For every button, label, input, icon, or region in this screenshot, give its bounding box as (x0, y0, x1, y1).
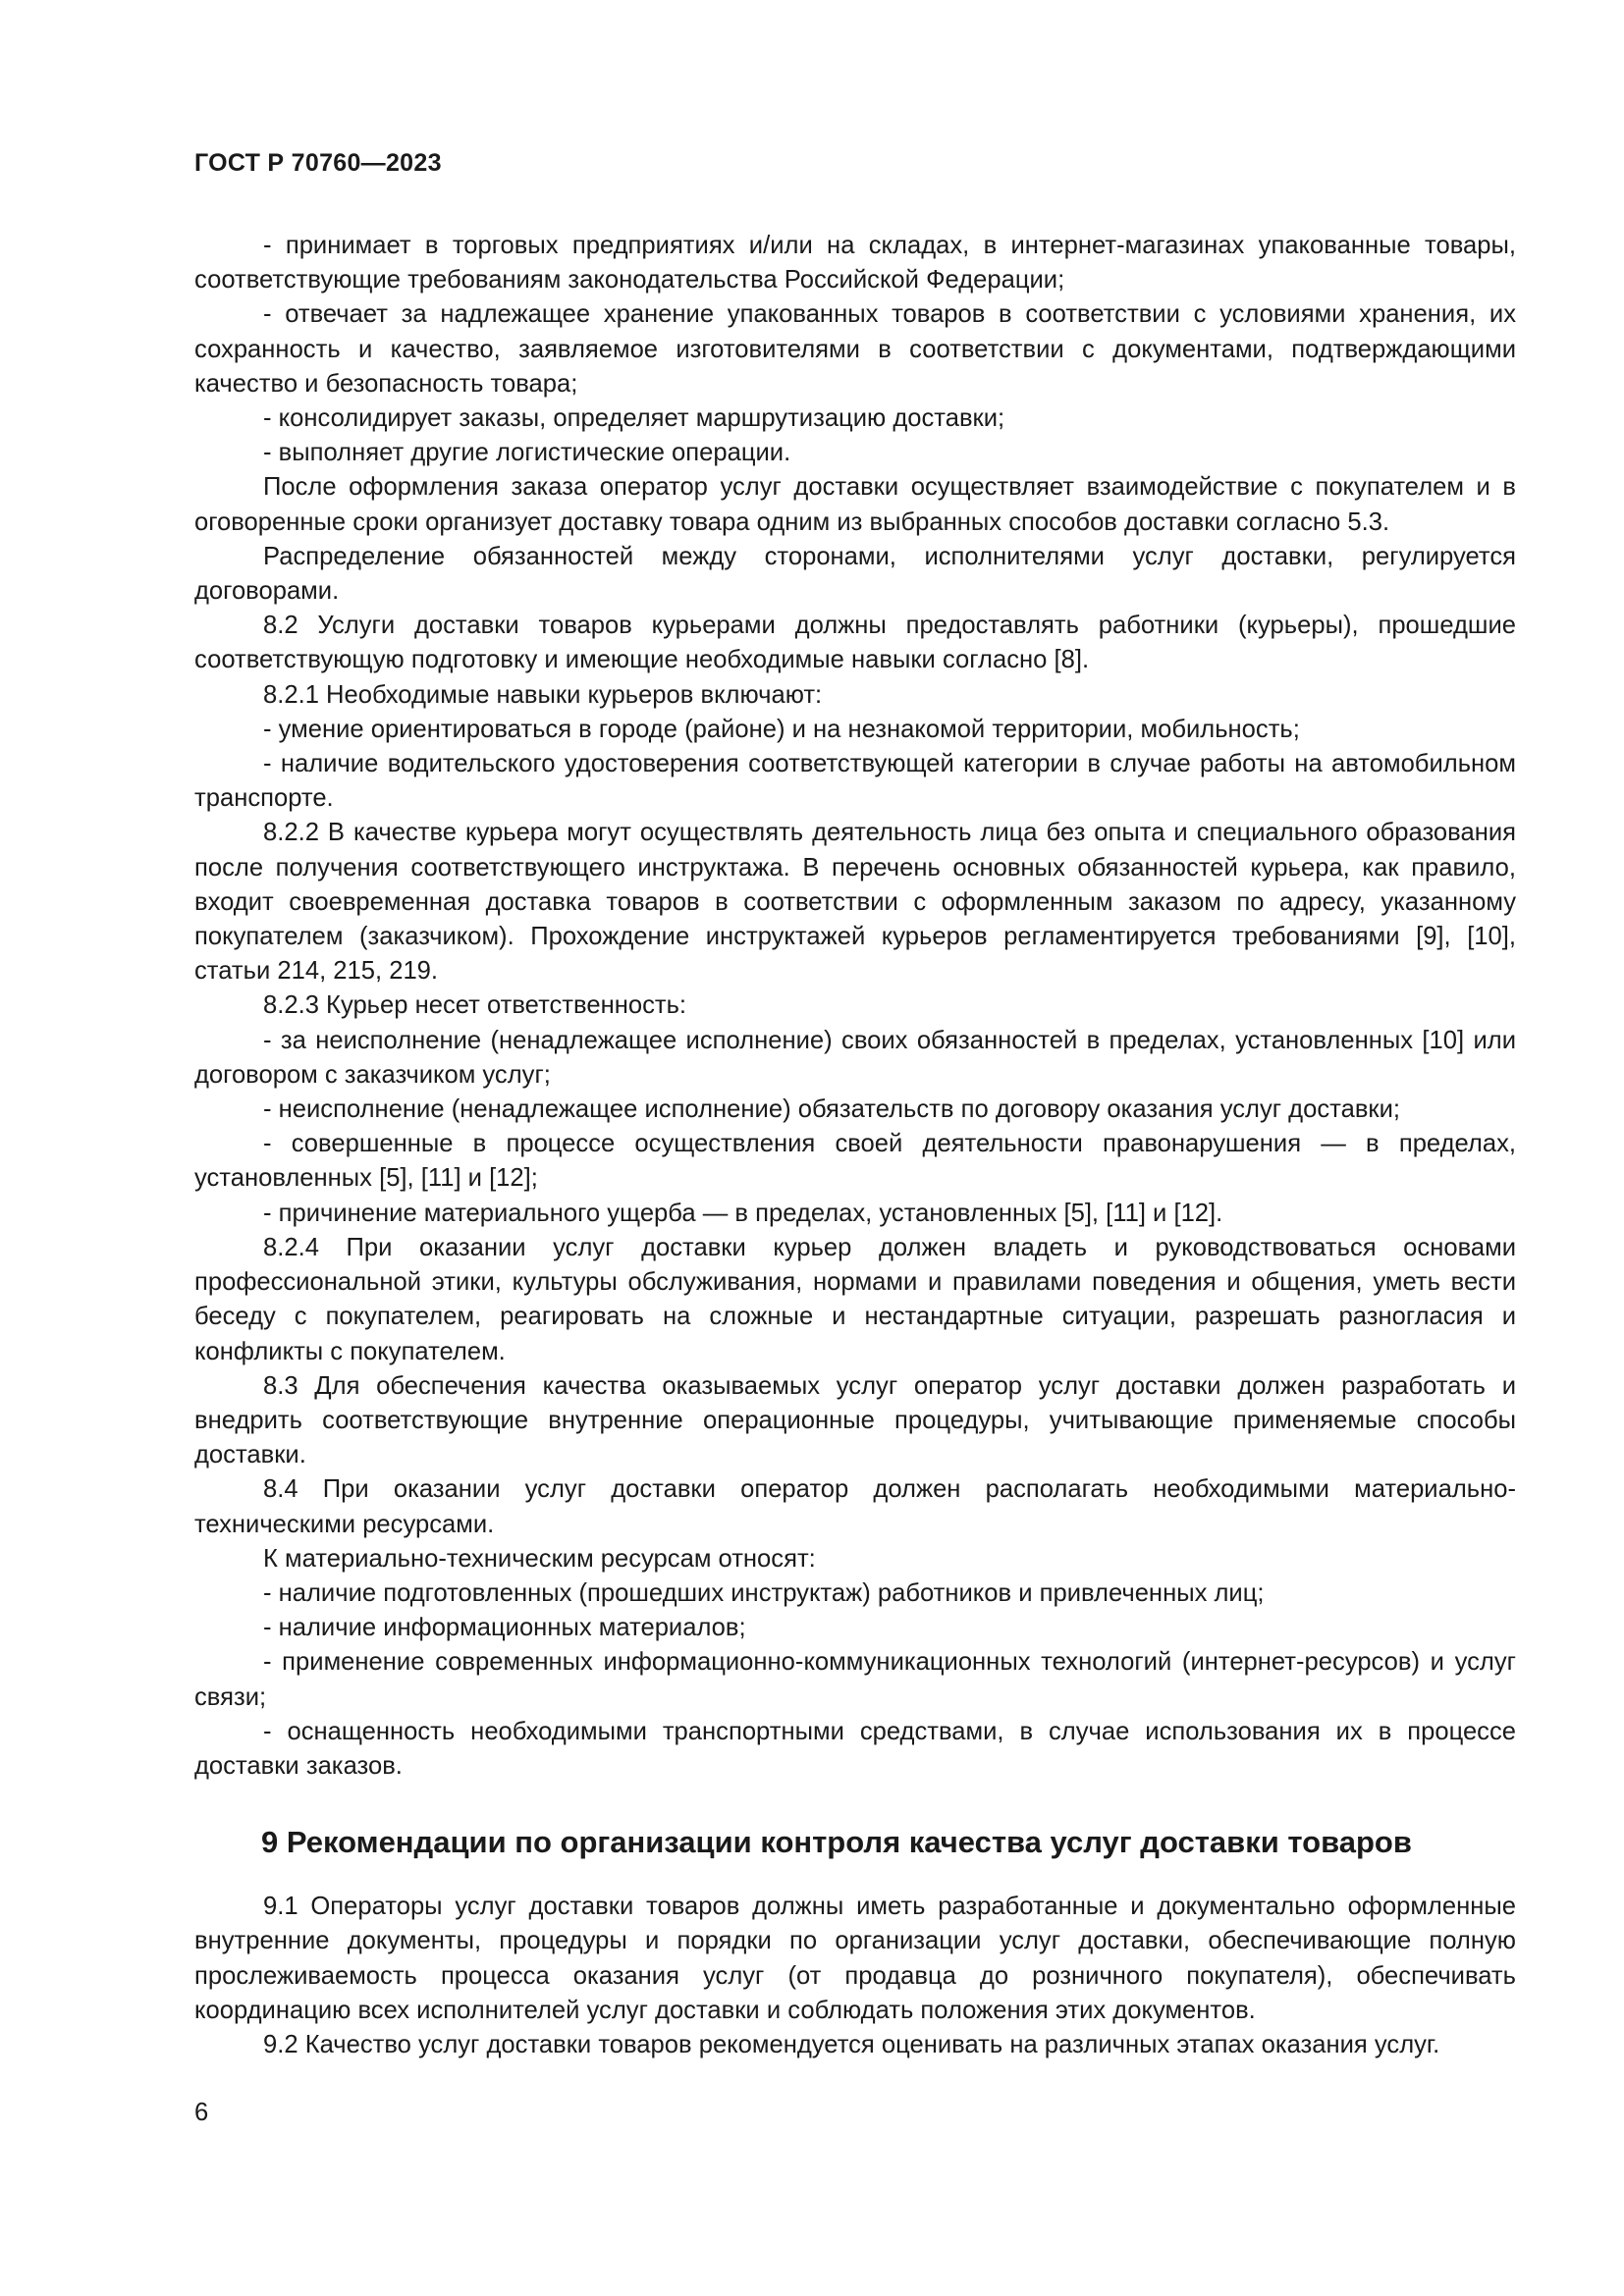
paragraph: - неисполнение (ненадлежащее исполнение) обязательств по договору оказания услуг доставки; (263, 1095, 1401, 1124)
paragraph: Распределение обязанностей между сторонами, исполнителями услуг доставки, регулируется договорами. (194, 542, 1516, 606)
paragraph: 9.2 Качество услуг доставки товаров рекомендуется оценивать на различных этапах оказания услуг. (263, 2030, 1440, 2058)
paragraph: 8.2 Услуги доставки товаров курьерами должны предоставлять работники (курьеры), прошедшие соответствующую подготовку и имеющие необходимые навыки согласно [8]. (194, 612, 1516, 674)
paragraph: - совершенные в процессе осуществления своей деятельности правонарушения — в пределах, установленных [5], [11] и [12]; (194, 1130, 1516, 1193)
paragraph: 8.2.1 Необходимые навыки курьеров включают: (263, 680, 823, 709)
paragraph: - принимает в торговых предприятиях и/или на складах, в интернет-магазинах упакованные товары, соответствующие требованиям законодательства Российской Федерации; (194, 232, 1516, 294)
paragraph: - оснащенность необходимыми транспортными средствами, в случае использования их в процессе доставки заказов. (194, 1717, 1516, 1780)
paragraph: - консолидирует заказы, определяет маршрутизацию доставки; (263, 404, 1005, 433)
paragraph: - наличие информационных материалов; (263, 1614, 746, 1642)
document-body (194, 229, 1516, 2062)
section-heading: 9 Рекомендации по организации контроля качества услуг доставки товаров (261, 1825, 1412, 1860)
paragraph: - за неисполнение (ненадлежащее исполнение) своих обязанностей в пределах, установленных [10] или договором с заказчиком услуг; (194, 1026, 1516, 1089)
paragraph: К материально-техническим ресурсам относят: (263, 1544, 816, 1573)
paragraph: - наличие подготовленных (прошедших инструктаж) работников и привлеченных лиц; (263, 1578, 1265, 1607)
paragraph: - умение ориентироваться в городе (районе) и на незнакомой территории, мобильность; (263, 715, 1300, 743)
paragraph: 8.2.2 В качестве курьера могут осуществлять деятельность лица без опыта и специального образования после получения соответствующего инструктажа. В перечень основных обязанностей курьера, как правило, входит своевременная доставка товаров в соответствии с оформленным заказом по адресу, указанному покупателем (заказчиком). Прохождение инструктажей курьеров регламентируется требованиями [9], [10], статьи 214, 215, 219. (194, 819, 1516, 986)
paragraph: - наличие водительского удостоверения соответствующей категории в случае работы на автомобильном транспорте. (194, 750, 1516, 813)
paragraph: 8.4 При оказании услуг доставки оператор должен располагать необходимыми материально-техническими ресурсами. (194, 1475, 1516, 1538)
paragraph: - отвечает за надлежащее хранение упакованных товаров в соответствии с условиями хранения, их сохранность и качество, заявляемое изготовителями в соответствии с документами, подтверждающими качество и безопасность товара; (194, 300, 1516, 398)
paragraph: После оформления заказа оператор услуг доставки осуществляет взаимодействие с покупателем и в оговоренные сроки организует доставку товара одним из выбранных способов доставки согласно 5.3. (194, 473, 1516, 536)
paragraph: 9.1 Операторы услуг доставки товаров должны иметь разработанные и документально оформленные внутренние документы, процедуры и порядки по организации услуг доставки, обеспечивающие полную прослеживаемость процесса оказания услуг (от продавца до розничного покупателя), обеспечивать координацию всех исполнителей услуг доставки и соблюдать положения этих документов. (194, 1893, 1516, 2024)
paragraph: 8.2.3 Курьер несет ответственность: (263, 991, 687, 1020)
page-number: 6 (194, 2099, 209, 2126)
paragraph: - применение современных информационно-коммуникационных технологий (интернет-ресурсов) и услуг связи; (194, 1648, 1516, 1711)
paragraph: - выполняет другие логистические операции. (263, 439, 791, 467)
paragraph: 8.3 Для обеспечения качества оказываемых услуг оператор услуг доставки должен разработать и внедрить соответствующие внутренние операционные процедуры, учитывающие применяемые способы доставки. (194, 1371, 1516, 1469)
paragraph: 8.2.4 При оказании услуг доставки курьер должен владеть и руководствоваться основами профессиональной этики, культуры обслуживания, нормами и правилами поведения и общения, уметь вести беседу с покупателем, реагировать на сложные и нестандартные ситуации, разрешать разногласия и конфликты с покупателем. (194, 1233, 1516, 1365)
paragraph: - причинение материального ущерба — в пределах, установленных [5], [11] и [12]. (263, 1199, 1223, 1227)
document-header: ГОСТ Р 70760—2023 (194, 149, 442, 177)
